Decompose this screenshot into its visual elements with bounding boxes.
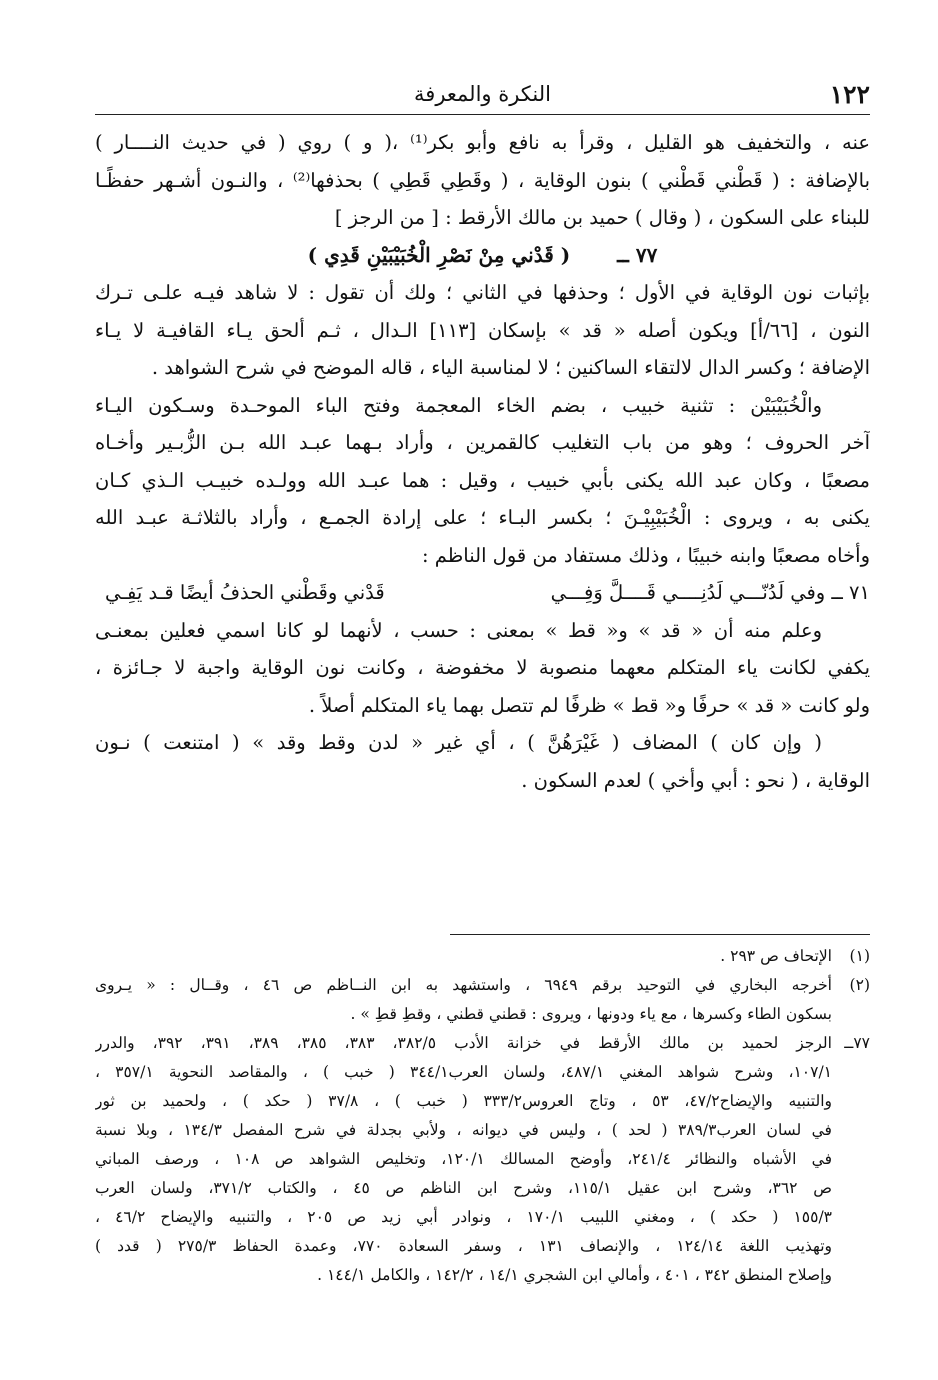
text-line: بالإضافة : ( قَطْني قَطْني ) بنون الوقاية ، ( وقَطِي قَطِي ) بحذفها⁽²⁾ ، والنـون أشـهر حفظًـا [95,168,870,192]
text-line: للبناء على السكون ، ( وقال ) حميد بن مالك الأرقط : [ من الرجز ] [334,206,870,229]
verse-number: ٧٧ ــ [617,242,658,267]
page-header [95,80,870,115]
footnote-line: وتهذيب اللغة ١٢٤/١٤ ، والإنصاف ١٣١ ، وسفر السعادة ٧٧٠، وعمدة الحفاظ ٢٧٥/٣ ( قدد ) [95,1237,832,1255]
footnote-line: وإصلاح المنطق ٣٤٢ ، ٤٠١ ، وأمالي ابن الشجري ١٤/١ ، ١٤٢/٢ ، والكامل ١٤٤/١ . [317,1266,832,1284]
poem-right-text: وفي لَدُنّـــي لَدُنِــــي قَــــلَّ وَفِـــي [550,581,826,604]
text-line: آخر الحروف ؛ وهو من باب التغليب كالقمرين ، وأراد بـهما عبـد الله بـن الزُّبـير وأخـاه [95,431,870,454]
footnote-line: والتنبيه والإيضاح٤٧/٢، ٥٣ ، وتاج العروس٣٣٣/٢ ( خبب ) ، ٣٧/٨ ( حكد ) ، ولحميد بن ثور [95,1092,832,1110]
text-line: يكفي لكانت ياء المتكلم معهما منصوبة لا مخفوضة ، وكانت نون الوقاية واجبة لا جـائزة ، [95,656,870,679]
footnote-line: الرجز لحميد بن مالك الأرقط في خزانة الأدب ٣٨٢/٥، ٣٨٣، ٣٨٥، ٣٨٩، ٣٩١، ٣٩٢، والدرر [95,1034,832,1052]
text-line: ولو كانت « قد » حرفًا و« قط » ظرفًا لم تتصل بهما ياء المتكلم أصلاً . [308,693,870,717]
footnote-number: (١) [849,947,870,965]
text-line: وأخاه مصعبًا وابنه خبيبًا ، وذلك مستفاد من قول الناظم : [422,543,870,567]
text-line: الوقاية ، ( نحو : أبي وأخي ) لعدم السكون . [521,768,870,792]
footnote-separator [450,934,870,935]
poem-right-hemistich [551,574,870,612]
footnote-line: في لسان العرب٣٨٩/٣ ( لحد ) ، وليس في ديوانه ، ولأبي بجدلة في شرح المفصل ١٣٤/٣ ، وبلا نسبة [95,1121,832,1139]
main-text [95,124,870,799]
text-line: مصعبًا ، وكان عبد الله يكنى بأبي خبيب ، وقيل : هما عبـد الله وولـده خبيـب الـذي كـان [95,468,870,492]
verse-text: ( قَدْني مِنْ نَصْرِ الْخُبَيْبَيْنِ قَدِي ) [307,242,571,267]
text-line: بإثبات نون الوقاية في الأول ؛ وحذفها في الثاني ؛ ولك أن تقول : لا شاهد فيـه علـى تـرك [95,281,870,304]
text-line: وعلم منه أن « قد » و« قط » بمعنى : حسب ، لأنهما لو كانا اسمي فعلين بمعنـى [95,618,822,642]
footnote-body [95,971,832,1029]
footnote-line: ١٥٥/٣ ( حكد ) ، ومغني اللبيب ١٧٠/١ ، ونوادر أبي زيد ص ٢٠٥ ، والتنبيه والإيضاح ٤٦/٢ ، [95,1208,832,1226]
footnote-number: (٢) [849,976,870,994]
footnote-line: في الأشباه والنظائر ٢٤١/٤، وأوضح المسالك ١٢٠/١، وتخليص الشواهد ص ١٠٨ ، ورصف المباني [95,1150,832,1168]
footnote-body [95,1029,832,1290]
verse-77 [95,237,870,275]
poem-line-71 [95,574,870,612]
footnote-line: الإتحاف ص ٢٩٣ . [720,947,832,965]
footnote-line: ١٠٧/١، وشرح شواهد المغني ٤٨٧/١، ولسان العرب٣٤٤/١ ( خبب ) ، والمقاصد النحوية ٣٥٧/١ ، [95,1063,832,1081]
footnote-line: أخرجه البخاري في التوحيد برقم ٦٩٤٩ ، واستشهد به ابن النــاظم ص ٤٦ ، وقــال : « يـروى [95,976,832,994]
page-number: ١٢٢ [829,80,870,109]
footnote-2 [95,971,870,1029]
footnote-line: بسكون الطاء وكسرها ، مع ياء ودونها ، ويروى : قطني قطني ، وقطِ قطِ » . [350,1005,832,1023]
text-line: والْخُبَيْبَيْن : تثنية خبيب ، بضم الخاء المعجمة وفتح الباء الموحـدة وسـكون اليـاء [95,393,822,417]
text-line: ( وإن كان ) المضاف ( غَيْرَهُنَّ ) ، أي غير « لدن وقط وقد » ( امتنعت ) نـون [95,731,822,754]
footnote-number: ٧٧ــ [844,1034,870,1052]
text-line: عنه ، والتخفيف هو القليل ، وقرأ به نافع وأبو بكر⁽¹⁾ ،( و ) روي ( في حديث النــــار ) [95,131,870,154]
text-line: النون ، [٦٦/أ] ويكون أصله « قد » بإسكان [١١٣] الـدال ، ثـم ألحق يـاء القافيـة لا يـاء [95,318,870,342]
footnote-line: ص ٣٦٢، وشرح ابن عقيل ١١٥/١، وشرح ابن الناظم ص ٤٥ ، والكتاب ٣٧١/٢، ولسان العرب [95,1179,832,1197]
footnote-1 [95,942,870,971]
chapter-title: النكرة والمعرفة [414,82,551,106]
text-line: الإضافة ؛ وكسر الدال لالتقاء الساكنين ؛ لا لمناسبة الياء ، قاله الموضح في شرح الشواهد . [151,356,870,379]
footnote-77 [95,1029,870,1290]
poem-number: ٧١ ــ [831,581,870,604]
text-line: يكنى به ، ويروى : الْخُبَيْبِيْـنَ ؛ بكسر البـاء ؛ على إرادة الجمـع ، وأراد بالثلاثـة عبـد الله [95,506,870,529]
footnote-body [95,942,832,971]
footnotes [95,942,870,1290]
poem-left-hemistich: قَدْني وقَطْني الحذفُ أيضًا قـد يَفِـي [105,581,385,604]
